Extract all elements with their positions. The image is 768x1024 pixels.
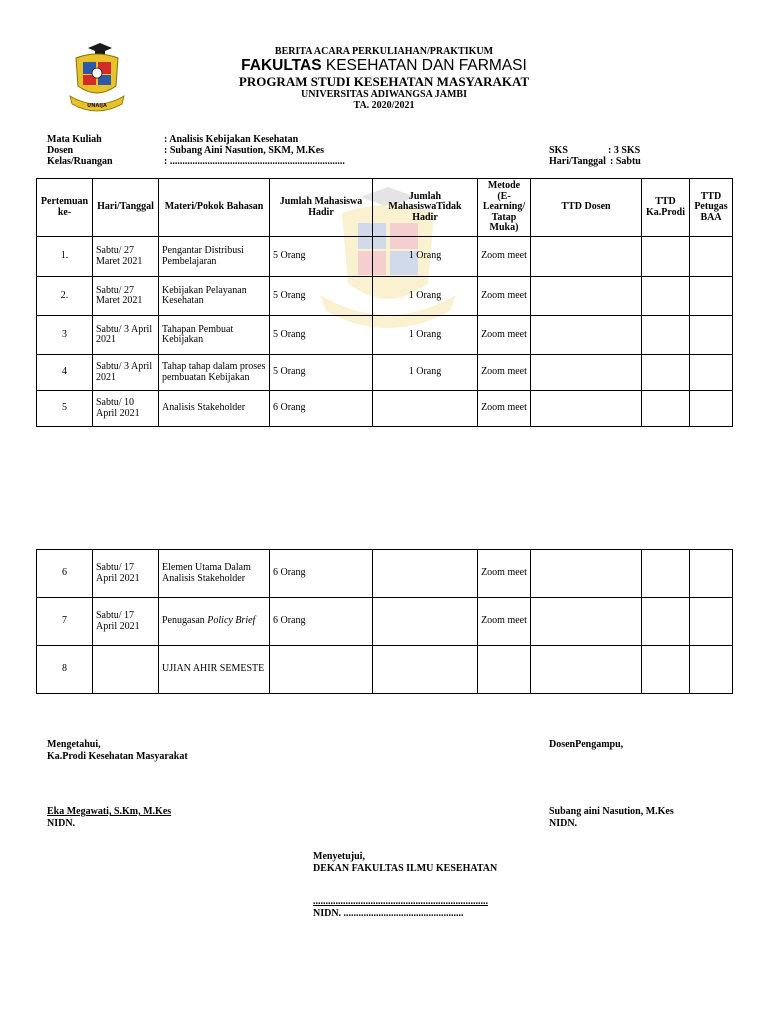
mata-kuliah-value: : Analisis Kebijakan Kesehatan bbox=[164, 134, 299, 145]
logo-text: UNAIJA bbox=[87, 103, 107, 109]
dosen-signature-title: DosenPengampu, bbox=[549, 739, 624, 750]
table-row: 8 UJIAN AHIR SEMESTE bbox=[37, 646, 733, 694]
dosen-value: : Subang Aini Nasution, SKM, M.Kes bbox=[164, 145, 325, 156]
attendance-table-1 bbox=[36, 178, 733, 427]
hari-label: Hari/Tanggal bbox=[549, 156, 606, 167]
header-ttd-kaprodi: TTD Ka.Prodi bbox=[642, 179, 690, 237]
header-tidak-hadir: Jumlah MahasiswaTidak Hadir bbox=[373, 179, 478, 237]
table-row: 2. Sabtu/ 27 Maret 2021 Kebijakan Pelayanan Kesehatan 5 Orang 1 Orang Zoom meet bbox=[37, 277, 733, 316]
table-row: 6 Sabtu/ 17 April 2021 Elemen Utama Dalam Analisis Stakeholder 6 Orang Zoom meet bbox=[37, 550, 733, 598]
header-metode: Metode (E-Learning/ Tatap Muka) bbox=[478, 179, 531, 237]
header-hari: Hari/Tanggal bbox=[93, 179, 159, 237]
table-row: 1. Sabtu/ 27 Maret 2021 Pengantar Distribusi Pembelajaran 5 Orang 1 Orang Zoom meet bbox=[37, 237, 733, 277]
dekan-name-block: ...................................................................... NIDN. ................................................ bbox=[313, 896, 488, 919]
dosen-label: Dosen bbox=[47, 145, 74, 156]
table-row: 5 Sabtu/ 10 April 2021 Analisis Stakeholder 6 Orang Zoom meet bbox=[37, 391, 733, 427]
sks-value: : 3 SKS bbox=[608, 145, 641, 156]
dosen-name-block: Subang aini Nasution, M.Kes NIDN. bbox=[549, 806, 674, 829]
attendance-table-2 bbox=[36, 549, 733, 694]
program-name: PROGRAM STUDI KESEHATAN MASYARAKAT bbox=[238, 74, 530, 89]
hari-value: : Sabtu bbox=[610, 156, 641, 167]
header-ttd-baa: TTD Petugas BAA bbox=[690, 179, 733, 237]
doc-title: BERITA ACARA PERKULIAHAN/PRAKTIKUM bbox=[274, 46, 494, 57]
header-ttd-dosen: TTD Dosen bbox=[531, 179, 642, 237]
kaprodi-name-block: Eka Megawati, S.Km, M.Kes NIDN. bbox=[47, 806, 172, 829]
dekan-signature-block: Menyetujui, DEKAN FAKULTAS ILMU KESEHATAN bbox=[313, 851, 498, 874]
kaprodi-signature-block: Mengetahui, Ka.Prodi Kesehatan Masyarakat bbox=[47, 739, 188, 762]
table-row: 3 Sabtu/ 3 April 2021 Tahapan Pembuat Kebijakan 5 Orang 1 Orang Zoom meet bbox=[37, 316, 733, 355]
kelas-label: Kelas/Ruangan bbox=[47, 156, 113, 167]
kelas-value: : ...................................................................... bbox=[164, 156, 345, 167]
header-hadir: Jumlah Mahasiswa Hadir bbox=[270, 179, 373, 237]
table-row: 4 Sabtu/ 3 April 2021 Tahap tahap dalam proses pembuatan Kebijakan 5 Orang 1 Orang Zoom meet bbox=[37, 355, 733, 391]
university-name: UNIVERSITAS ADIWANGSA JAMBI bbox=[301, 89, 467, 100]
header-materi: Materi/Pokok Bahasan bbox=[159, 179, 270, 237]
sks-label: SKS bbox=[549, 145, 568, 156]
academic-year: TA. 2020/2021 bbox=[353, 100, 415, 111]
mata-kuliah-label: Mata Kuliah bbox=[47, 134, 102, 145]
faculty-name: FAKULTAS KESEHATAN DAN FARMASI bbox=[241, 57, 527, 74]
table-row: 7 Sabtu/ 17 April 2021 Penugasan Policy Brief 6 Orang Zoom meet bbox=[37, 598, 733, 646]
header-pertemuan: Pertemuan ke- bbox=[37, 179, 93, 237]
